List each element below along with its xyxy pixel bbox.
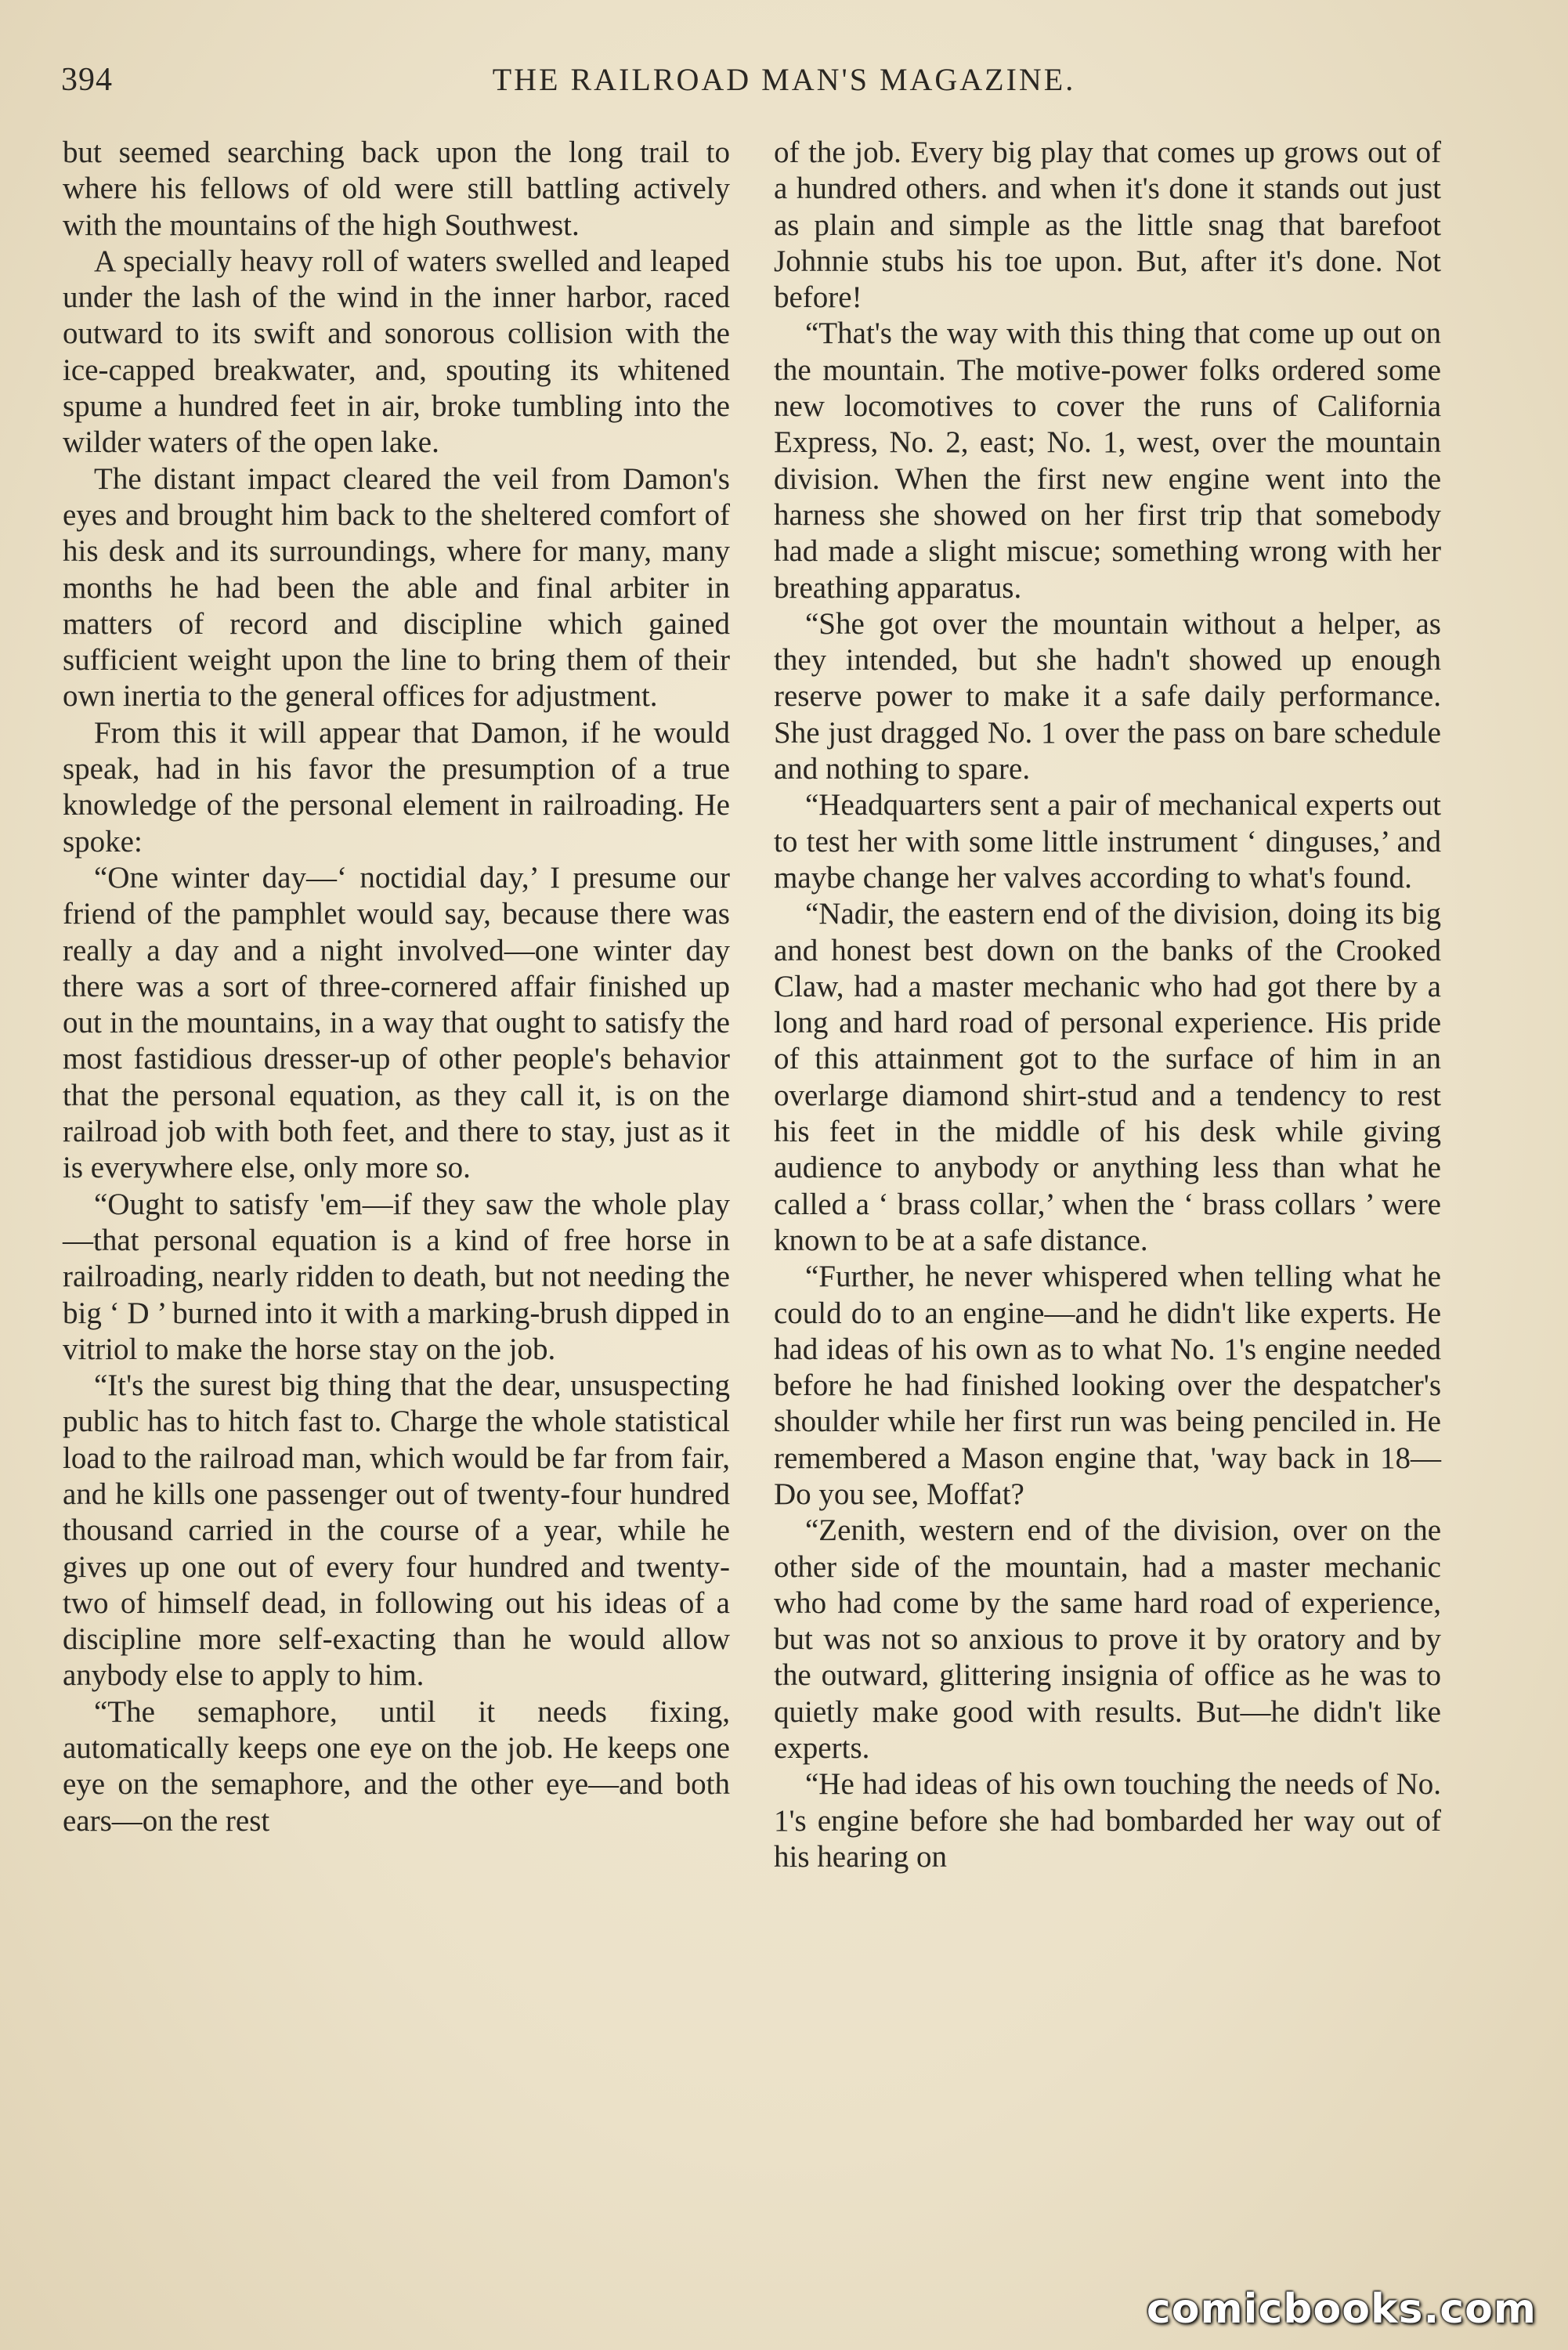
paragraph: “The semaphore, until it needs fixing, automatically keeps one eye on the job. He keeps one eye on the semaphore, and the other eye—and both ears—on the rest <box>63 1694 730 1838</box>
watermark: comicbooks.com <box>1146 2286 1537 2333</box>
paragraph: of the job. Every big play that comes up grows out of a hundred others. and when it's done it stands out just as plain and simple as the little snag that barefoot Johnnie stubs his toe upon. But, after it's done. Not before! <box>774 136 1441 315</box>
paragraph: “Headquarters sent a pair of mechanical experts out to test her with some little instrument ‘ dinguses,’ and maybe change her valves according to what's found. <box>774 788 1441 895</box>
paragraph: “She got over the mountain without a helper, as they intended, but she hadn't showed up enough reserve power to make it a safe daily performance. She just dragged No. 1 over the pass on bare schedule and nothing to spare. <box>774 606 1441 786</box>
paragraph: “Nadir, the eastern end of the division, doing its big and honest best down on the banks of the Crooked Claw, had a master mechanic who had got there by a long and hard road of personal experience. His pride of this attainment got to the surface of him in an overlarge diamond shirt-stud and a tendency to rest his feet in the middle of his desk while giving audience to anybody or anything less than what he called a ‘ brass collar,’ when the ‘ brass collars ’ were known to be at a safe distance. <box>774 897 1441 1257</box>
paragraph: “That's the way with this thing that come up out on the mountain. The motive-power folks ordered some new locomotives to cover the runs of California Express, No. 2, east; No. 1, west, over the mountain division. When the first new engine went into the harness she showed on her first trip that somebody had made a slight miscue; something wrong with her breathing apparatus. <box>774 316 1441 605</box>
running-head: THE RAILROAD MAN'S MAGAZINE. <box>492 62 1076 97</box>
right-column <box>774 135 1441 1875</box>
left-column <box>63 135 730 1839</box>
paragraph: “He had ideas of his own touching the needs of No. 1's engine before she had bombarded her way out of his hearing on <box>774 1767 1441 1874</box>
paragraph: From this it will appear that Damon, if he would speak, had in his favor the presumption of a true knowledge of the personal element in railroading. He spoke: <box>63 715 730 859</box>
paragraph: “Further, he never whispered when telling what he could do to an engine—and he didn't like experts. He had ideas of his own as to what No. 1's engine needed before he had finished looking over the despatcher's shoulder while her first run was being penciled in. He remembered a Mason engine that, 'way back in 18— Do you see, Moffat? <box>774 1260 1441 1511</box>
paragraph: The distant impact cleared the veil from Damon's eyes and brought him back to the sheltered comfort of his desk and its surroundings, where for many, many months he had been the able and final arbiter in matters of record and discipline which gained sufficient weight upon the line to bring them of their own inertia to the general offices for adjustment. <box>63 461 730 714</box>
paragraph: “Zenith, western end of the division, over on the other side of the mountain, had a master mechanic who had come by the same hard road of experience, but was not so anxious to prove it by oratory and by the outward, glittering insignia of office as he was to quietly make good with results. But—he didn't like experts. <box>774 1513 1441 1766</box>
paragraph: “Ought to satisfy 'em—if they saw the whole play—that personal equation is a kind of free horse in railroading, nearly ridden to death, but not needing the big ‘ D ’ burned into it with a marking-brush dipped in vitriol to make the horse stay on the job. <box>63 1187 730 1366</box>
paragraph: “One winter day—‘ noctidial day,’ I presume our friend of the pamphlet would say, because there was really a day and a night involved—one winter day there was a sort of three-cornered affair finished up out in the mountains, in a way that ought to satisfy the most fastidious dresser-up of other people's behavior that the personal equation, as they call it, is on the railroad job with both feet, and there to stay, just as it is everywhere else, only more so. <box>63 860 730 1185</box>
page-number: 394 <box>61 62 113 98</box>
paragraph: “It's the surest big thing that the dear, unsuspecting public has to hitch fast to. Charge the whole statistical load to the railroad man, which would be far from fair, and he kills one passenger out of twenty-four hundred thousand carried in the course of a year, while he gives up one out of every four hundred and twenty-two of himself dead, in following out his ideas of a discipline more self-exacting than he would allow anybody else to apply to him. <box>63 1368 730 1693</box>
paragraph: A specially heavy roll of waters swelled and leaped under the lash of the wind in the inner harbor, raced outward to its swift and sonorous collision with the ice-capped breakwater, and, spouting its whitened spume a hundred feet in air, broke tumbling into the wilder waters of the open lake. <box>63 244 730 460</box>
paragraph: but seemed searching back upon the long trail to where his fellows of old were still battling actively with the mountains of the high Southwest. <box>63 136 730 242</box>
